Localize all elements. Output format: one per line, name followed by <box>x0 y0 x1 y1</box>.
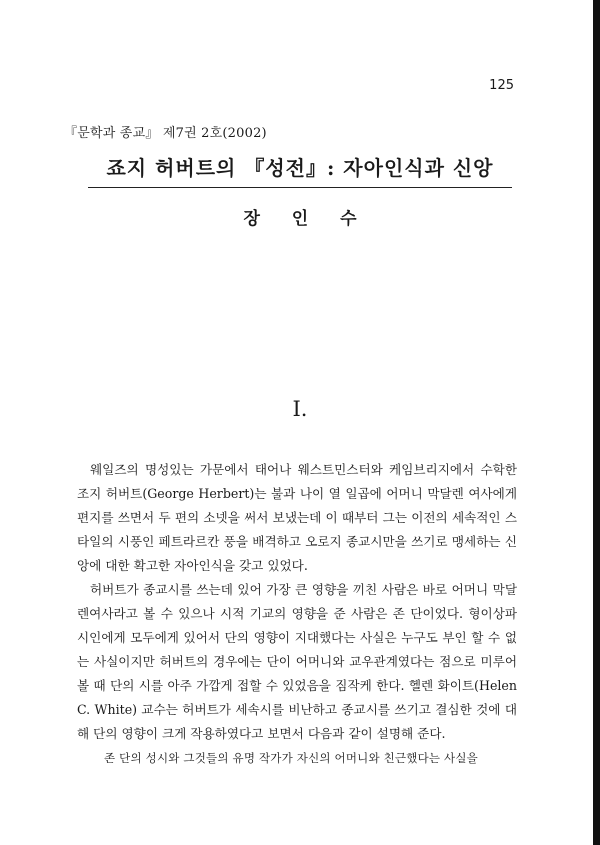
article-title: 죠지 허버트의 『성전』: 자아인식과 신앙 <box>106 156 494 180</box>
block-quote: 존 단의 성시와 그것들의 유명 작가가 자신의 어머니와 친근했다는 사실을 <box>104 751 478 765</box>
article-author: 장 인 수 <box>243 209 357 229</box>
page-edge-border <box>593 0 600 845</box>
paragraph: 웨일즈의 명성있는 가문에서 태어나 웨스트민스터와 케임브리지에서 수학한 조지 허버트(George Herbert)는 불과 나이 열 일곱에 어머니 막달렌 여사에게 편지를 쓰면서 두 편의 소넷을 써서 보냈는데 이 때부터 그는 이전의 세속적인 스타일의 시풍인 페트라르칸 풍을 배격하고 오로지 종교시만을 쓰기로 맹세하는 신앙에 대한 확고한 자아인식을 갖고 있었다. <box>77 462 517 573</box>
section-heading: I. <box>292 397 308 421</box>
title-divider <box>88 187 512 188</box>
paragraph: 허버트가 종교시를 쓰는데 있어 가장 큰 영향을 끼친 사람은 바로 어머니 막달렌여사라고 볼 수 있으나 시적 기교의 영향을 준 사람은 존 단이었다. 형이상파 시인에게 모두에게 있어서 단의 영향이 지대했다는 사실은 누구도 부인 할 수 없는 사실이지만 허버트의 경우에는 단이 어머니와 교우관계였다는 점으로 미루어 볼 때 단의 시를 아주 가깝게 접할 수 있었음을 짐작케 한다. 헬렌 화이트(Helen C. White) 교수는 허버트가 세속시를 비난하고 종교시를 쓰기고 결심한 것에 대해 단의 영향이 크게 작용하였다고 보면서 다음과 같이 설명해 준다. <box>77 582 517 741</box>
article-body <box>77 458 517 746</box>
journal-citation: 『문학과 종교』 제7권 2호(2002) <box>64 126 267 141</box>
page-number: 125 <box>489 78 514 93</box>
